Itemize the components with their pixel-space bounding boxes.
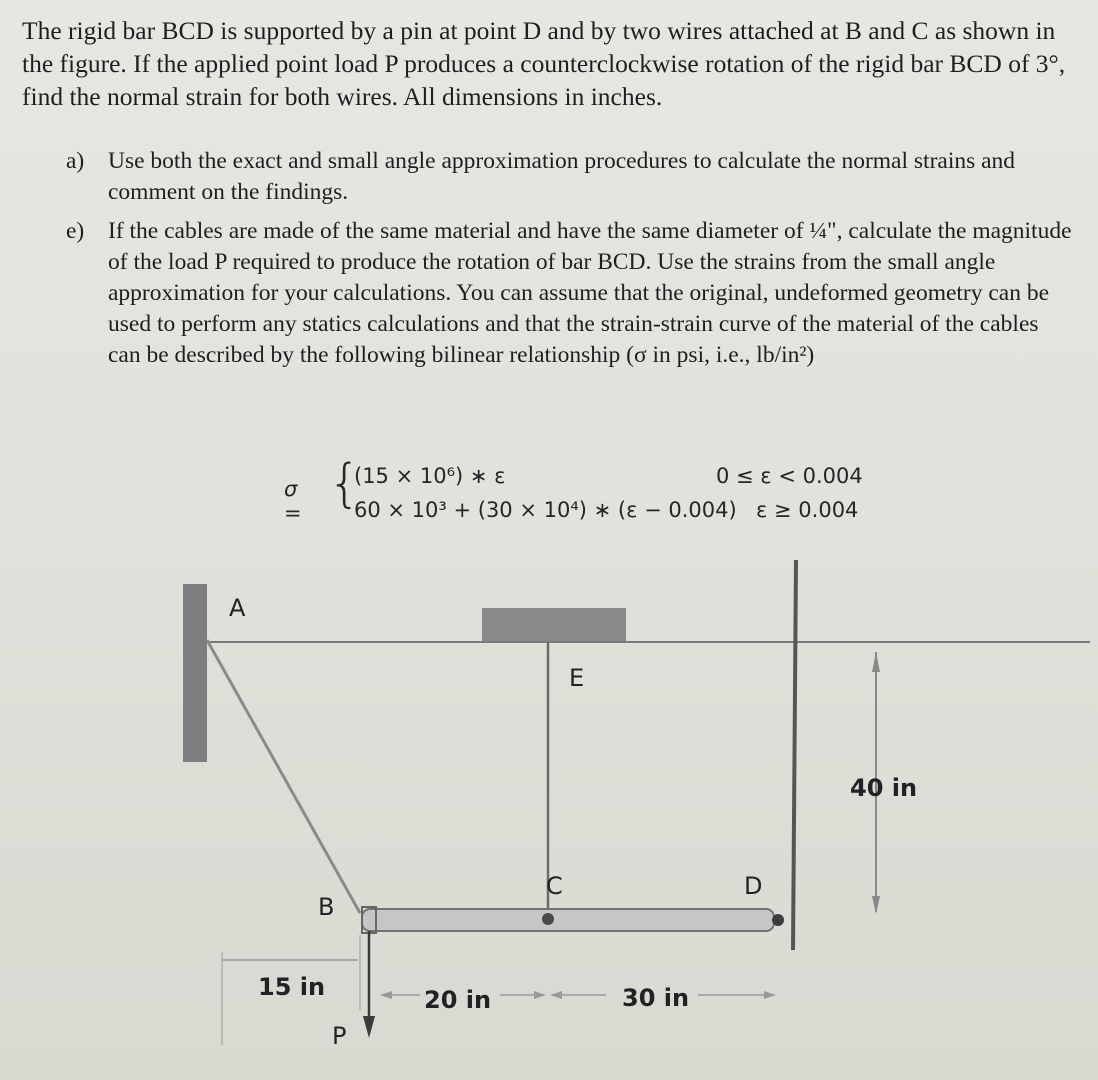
formula-brace: { — [328, 454, 362, 514]
label-e: E — [569, 664, 585, 692]
question-a-text: Use both the exact and small angle approximation procedures to calculate the normal strains and comment on the findings. — [108, 148, 1016, 205]
dim-arrow-cd-left — [550, 991, 562, 999]
pin-d — [772, 914, 784, 926]
dim-arrow-bottom — [872, 896, 880, 914]
problem-statement: The rigid bar BCD is supported by a pin at point D and by two wires attached at B and C as shown in the figure. If the applied point load P produces a counterclockwise rotation of the rigid bar BCD of 3°, find the normal strain for both wires. All dimensions in inches. — [22, 16, 1066, 111]
dim-label-20in: 20 in — [424, 986, 492, 1014]
question-a-label: a) — [66, 148, 85, 174]
label-d: D — [744, 872, 763, 900]
label-a: A — [229, 594, 246, 622]
formula-row-1-condition: 0 ≤ ε < 0.004 — [716, 464, 863, 488]
dim-arrow-top — [872, 652, 880, 672]
question-e-text: If the cables are made of the same material and have the same diameter of ¼", calculate the magnitude of the load P required to produce the rotation of bar BCD. Use the strains from the small angle approximation for your calculations. You can assume that the original, undeformed geometry can be used to perform any statics calculations and that the strain-strain curve of the material of the cables can be described by the following bilinear relationship (σ in psi, i.e., lb/in²) — [108, 218, 1072, 368]
formula-row-2-condition: ε ≥ 0.004 — [756, 498, 859, 522]
label-b: B — [318, 893, 335, 921]
question-e-label: e) — [66, 218, 85, 244]
wall-support-a — [183, 584, 207, 762]
formula-row-1: (15 × 10⁶) ∗ ε — [354, 464, 506, 488]
dim-arrow-bc-right — [534, 991, 546, 999]
dim-arrow-cd-right — [764, 991, 776, 999]
dim-arrow-bc-left — [380, 991, 392, 999]
load-p-arrowhead — [363, 1016, 375, 1038]
pin-c — [542, 913, 554, 925]
wall-at-d — [793, 560, 796, 950]
question-a — [66, 146, 1076, 208]
dim-label-40in: 40 in — [850, 774, 918, 802]
formula-lhs: σ = — [284, 477, 302, 525]
label-c: C — [546, 872, 563, 900]
dim-label-15in: 15 in — [258, 973, 326, 1001]
structure-figure — [0, 540, 1098, 1080]
formula-row-2: 60 × 10³ + (30 × 10⁴) ∗ (ε − 0.004) — [354, 498, 737, 522]
ceiling-support-e — [482, 608, 626, 642]
dim-label-30in: 30 in — [622, 984, 690, 1012]
wire-ab — [207, 640, 360, 913]
rigid-bar-bcd — [362, 909, 774, 931]
label-p: P — [332, 1022, 347, 1050]
question-e — [66, 216, 1076, 371]
